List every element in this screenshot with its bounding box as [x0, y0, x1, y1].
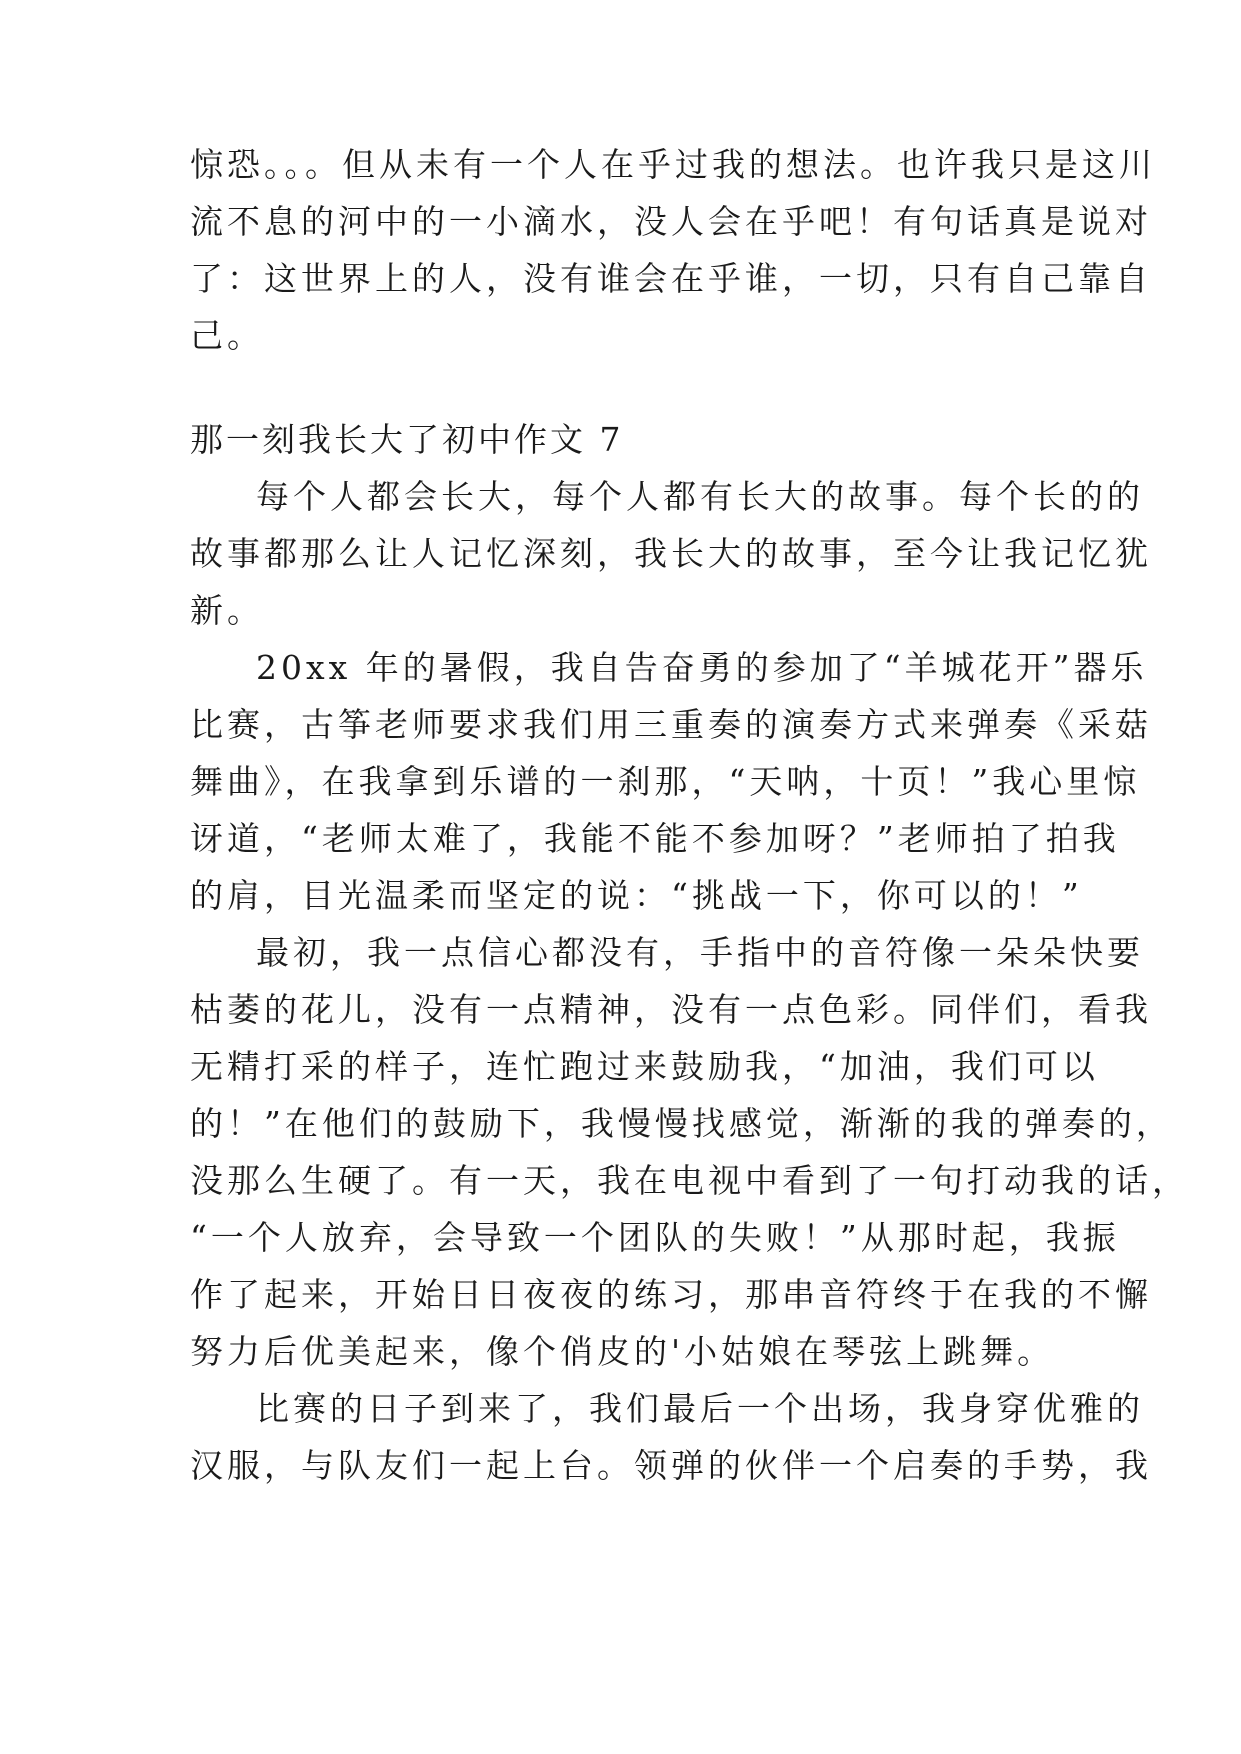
text-line: 新。 [190, 591, 264, 630]
text-line: 讶道，“老师太难了，我能不能不参加呀？”老师拍了拍我 [190, 819, 1120, 858]
text-line: 最初，我一点信心都没有，手指中的音符像一朵朵快要 [256, 933, 1144, 972]
text-line: 的肩，目光温柔而坚定的说：“挑战一下，你可以的！” [190, 876, 1083, 915]
text-line: 了：这世界上的人，没有谁会在乎谁，一切，只有自己靠自 [190, 259, 1152, 298]
text-line: 每个人都会长大，每个人都有长大的故事。每个长的的 [256, 477, 1144, 516]
text-line: “一个人放弃，会导致一个团队的失败！”从那时起，我振 [190, 1218, 1120, 1257]
text-line: 比赛，古筝老师要求我们用三重奏的演奏方式来弹奏《采菇 [190, 705, 1152, 744]
text-line: 比赛的日子到来了，我们最后一个出场，我身穿优雅的 [256, 1389, 1144, 1428]
text-line: 流不息的河中的一小滴水，没人会在乎吧！有句话真是说对 [190, 202, 1152, 241]
text-line: 枯萎的花儿，没有一点精神，没有一点色彩。同伴们，看我 [190, 990, 1152, 1029]
text-line: 惊恐。。。但从未有一个人在乎过我的想法。也许我只是这川 [190, 145, 1156, 184]
text-line: 故事都那么让人记忆深刻，我长大的故事，至今让我记忆犹 [190, 534, 1152, 573]
text-line: 努力后优美起来，像个俏皮的'小姑娘在琴弦上跳舞。 [190, 1332, 1055, 1371]
text-line: 己。 [190, 316, 264, 355]
text-line: 无精打采的样子，连忙跑过来鼓励我，“加油，我们可以 [190, 1047, 1099, 1086]
text-line: 舞曲》，在我拿到乐谱的一刹那，“天呐，十页！”我心里惊 [190, 762, 1141, 801]
text-line: 没那么生硬了。有一天，我在电视中看到了一句打动我的话， [190, 1161, 1189, 1200]
text-line: 作了起来，开始日日夜夜的练习，那串音符终于在我的不懈 [190, 1275, 1152, 1314]
text-line: 20xx 年的暑假，我自告奋勇的参加了“羊城花开”器乐 [256, 648, 1148, 687]
text-line: 的！”在他们的鼓励下，我慢慢找感觉，渐渐的我的弹奏的， [190, 1104, 1173, 1143]
text-line: 汉服，与队友们一起上台。领弹的伙伴一个启奏的手势，我 [190, 1446, 1152, 1485]
essay-title: 那一刻我长大了初中作文 7 [190, 420, 624, 459]
